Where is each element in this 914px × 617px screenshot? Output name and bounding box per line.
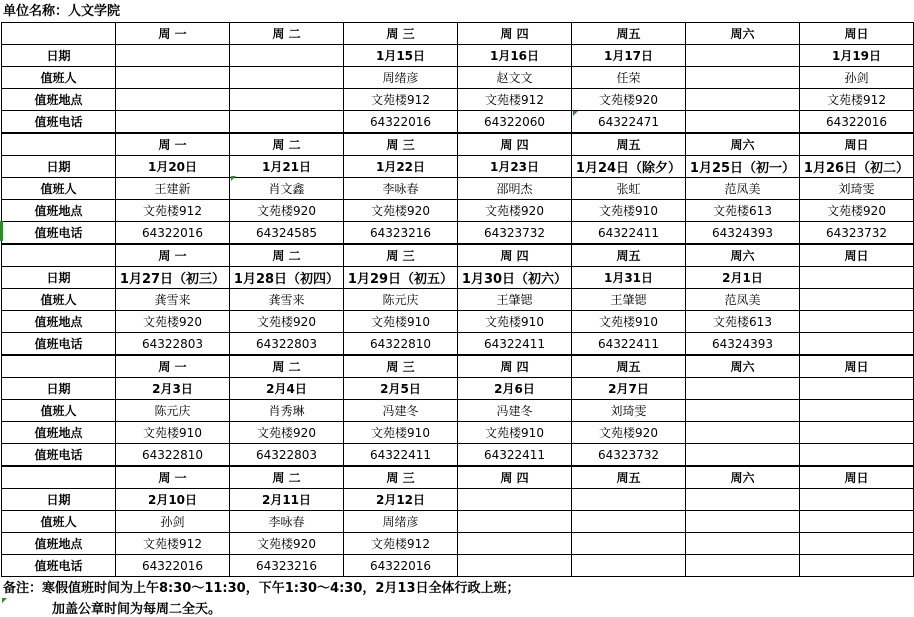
weekday-header: 周日 <box>800 244 914 267</box>
duty-phone: 64322810 <box>344 333 458 356</box>
schedule-row <box>2 378 914 400</box>
duty-person: 冯建冬 <box>344 400 458 422</box>
weekday-header: 周 三 <box>344 133 458 156</box>
weekday-header: 周 四 <box>458 466 572 489</box>
duty-date <box>800 267 914 289</box>
duty-date: 1月26日（初二） <box>800 156 914 178</box>
week-header-row <box>2 355 914 378</box>
duty-person: 任荣 <box>572 67 686 89</box>
duty-phone: 64322411 <box>572 333 686 356</box>
remark-line-1: 备注：寒假值班时间为上午8:30～11:30，下午1:30～4:30，2月13日全体行政上班； <box>3 581 520 596</box>
duty-date: 1月23日 <box>458 156 572 178</box>
weekday-header: 周 四 <box>458 23 572 45</box>
duty-date: 1月22日 <box>344 156 458 178</box>
duty-location: 文苑楼910 <box>458 422 572 444</box>
duty-person: 陈元庆 <box>116 400 230 422</box>
duty-phone: 64322411 <box>572 222 686 245</box>
duty-person: 肖文鑫 <box>230 178 344 200</box>
duty-location: 文苑楼613 <box>686 311 800 333</box>
weekday-header: 周 一 <box>116 23 230 45</box>
weekday-header: 周 三 <box>344 355 458 378</box>
row-label: 日期 <box>2 45 116 67</box>
duty-person: 王肇锶 <box>458 289 572 311</box>
duty-date: 1月20日 <box>116 156 230 178</box>
weekday-header: 周 二 <box>230 244 344 267</box>
row-label: 值班人 <box>2 289 116 311</box>
duty-person: 赵文文 <box>458 67 572 89</box>
duty-person <box>800 511 914 533</box>
schedule-row <box>2 311 914 333</box>
schedule-row <box>2 289 914 311</box>
duty-location <box>458 533 572 555</box>
row-label: 值班地点 <box>2 311 116 333</box>
duty-location <box>686 89 800 111</box>
duty-phone: 64324585 <box>230 222 344 245</box>
schedule-row <box>2 200 914 222</box>
weekday-header: 周六 <box>686 355 800 378</box>
cell-marker <box>573 111 578 116</box>
schedule-row <box>2 178 914 200</box>
duty-location: 文苑楼910 <box>572 200 686 222</box>
duty-location: 文苑楼912 <box>344 89 458 111</box>
duty-location <box>686 533 800 555</box>
row-marker <box>0 221 3 241</box>
weekday-header: 周日 <box>800 23 914 45</box>
schedule-row <box>2 444 914 467</box>
duty-phone <box>800 333 914 356</box>
row-label: 值班地点 <box>2 89 116 111</box>
duty-location: 文苑楼912 <box>458 89 572 111</box>
row-label: 值班人 <box>2 178 116 200</box>
duty-date: 1月15日 <box>344 45 458 67</box>
row-label: 值班地点 <box>2 422 116 444</box>
weekday-header: 周六 <box>686 244 800 267</box>
duty-date: 2月5日 <box>344 378 458 400</box>
duty-person <box>572 511 686 533</box>
weekday-header: 周 二 <box>230 23 344 45</box>
row-label: 值班电话 <box>2 444 116 467</box>
duty-location: 文苑楼920 <box>344 200 458 222</box>
duty-schedule-table <box>1 22 914 577</box>
weekday-header: 周五 <box>572 355 686 378</box>
duty-person <box>686 511 800 533</box>
row-label: 值班地点 <box>2 200 116 222</box>
duty-person: 周绪彦 <box>344 511 458 533</box>
duty-date: 2月12日 <box>344 489 458 511</box>
duty-location: 文苑楼920 <box>116 311 230 333</box>
schedule-row <box>2 400 914 422</box>
duty-date: 1月30日（初六） <box>458 267 572 289</box>
duty-location: 文苑楼920 <box>800 200 914 222</box>
corner-cell <box>2 244 116 267</box>
row-label: 日期 <box>2 489 116 511</box>
weekday-header: 周 四 <box>458 355 572 378</box>
duty-person <box>116 67 230 89</box>
weekday-header: 周 二 <box>230 133 344 156</box>
duty-date: 2月7日 <box>572 378 686 400</box>
weekday-header: 周六 <box>686 466 800 489</box>
schedule-row <box>2 489 914 511</box>
duty-phone <box>800 555 914 577</box>
row-label: 值班地点 <box>2 533 116 555</box>
duty-phone <box>686 444 800 467</box>
weekday-header: 周五 <box>572 23 686 45</box>
remark-line-2: 加盖公章时间为每周二全天。 <box>52 602 222 617</box>
weekday-header: 周 三 <box>344 244 458 267</box>
week-header-row <box>2 23 914 45</box>
duty-location: 文苑楼910 <box>344 311 458 333</box>
row-label: 日期 <box>2 267 116 289</box>
row-label: 值班人 <box>2 511 116 533</box>
duty-person: 范凤美 <box>686 178 800 200</box>
duty-person <box>458 511 572 533</box>
duty-person <box>230 67 344 89</box>
duty-location: 文苑楼613 <box>686 200 800 222</box>
duty-location: 文苑楼910 <box>344 422 458 444</box>
duty-phone <box>572 555 686 577</box>
schedule-row <box>2 333 914 356</box>
row-label: 值班电话 <box>2 222 116 245</box>
duty-phone: 64323216 <box>344 222 458 245</box>
duty-person: 李咏春 <box>344 178 458 200</box>
schedule-row <box>2 67 914 89</box>
duty-phone: 64322016 <box>116 222 230 245</box>
corner-cell <box>2 466 116 489</box>
duty-person: 张虹 <box>572 178 686 200</box>
duty-date <box>572 489 686 511</box>
duty-person: 龚雪来 <box>116 289 230 311</box>
row-label: 值班电话 <box>2 111 116 134</box>
duty-phone: 64324393 <box>686 333 800 356</box>
duty-date <box>458 489 572 511</box>
schedule-row <box>2 156 914 178</box>
row-label: 日期 <box>2 378 116 400</box>
duty-location <box>116 89 230 111</box>
duty-location: 文苑楼912 <box>116 533 230 555</box>
schedule-row <box>2 89 914 111</box>
duty-person: 孙剑 <box>116 511 230 533</box>
duty-phone: 64322803 <box>116 333 230 356</box>
duty-date: 1月17日 <box>572 45 686 67</box>
duty-date <box>116 45 230 67</box>
duty-person: 刘琦雯 <box>572 400 686 422</box>
duty-date <box>800 489 914 511</box>
duty-date: 1月24日（除夕） <box>572 156 686 178</box>
duty-person <box>686 67 800 89</box>
duty-phone: 64322016 <box>800 111 914 134</box>
schedule-row <box>2 267 914 289</box>
row-label: 值班电话 <box>2 555 116 577</box>
schedule-row <box>2 533 914 555</box>
duty-location: 文苑楼920 <box>230 311 344 333</box>
duty-person: 孙剑 <box>800 67 914 89</box>
weekday-header: 周 一 <box>116 355 230 378</box>
duty-date: 1月29日（初五） <box>344 267 458 289</box>
duty-phone <box>800 444 914 467</box>
duty-date: 1月25日（初一） <box>686 156 800 178</box>
duty-phone <box>116 111 230 134</box>
duty-person <box>800 289 914 311</box>
duty-person: 肖秀琳 <box>230 400 344 422</box>
weekday-header: 周五 <box>572 133 686 156</box>
duty-location: 文苑楼910 <box>458 311 572 333</box>
duty-date: 1月21日 <box>230 156 344 178</box>
duty-person: 陈元庆 <box>344 289 458 311</box>
row-label: 值班人 <box>2 400 116 422</box>
duty-location: 文苑楼920 <box>458 200 572 222</box>
weekday-header: 周 二 <box>230 355 344 378</box>
duty-phone: 64322411 <box>458 333 572 356</box>
corner-cell <box>2 355 116 378</box>
duty-date: 1月16日 <box>458 45 572 67</box>
week-header-row <box>2 466 914 489</box>
duty-person <box>800 400 914 422</box>
duty-phone: 64322803 <box>230 333 344 356</box>
duty-phone <box>686 111 800 134</box>
duty-location: 文苑楼912 <box>344 533 458 555</box>
duty-date: 2月3日 <box>116 378 230 400</box>
weekday-header: 周日 <box>800 133 914 156</box>
weekday-header: 周五 <box>572 466 686 489</box>
duty-phone: 64323732 <box>572 444 686 467</box>
duty-location: 文苑楼920 <box>230 422 344 444</box>
weekday-header: 周 一 <box>116 244 230 267</box>
duty-phone: 64323216 <box>230 555 344 577</box>
duty-date: 2月1日 <box>686 267 800 289</box>
weekday-header: 周日 <box>800 355 914 378</box>
duty-person: 范凤美 <box>686 289 800 311</box>
schedule-row <box>2 422 914 444</box>
weekday-header: 周 二 <box>230 466 344 489</box>
duty-location: 文苑楼920 <box>572 89 686 111</box>
duty-phone <box>686 555 800 577</box>
duty-person: 李咏春 <box>230 511 344 533</box>
duty-date: 1月27日（初三） <box>116 267 230 289</box>
duty-person: 龚雪来 <box>230 289 344 311</box>
duty-phone: 64322803 <box>230 444 344 467</box>
duty-location: 文苑楼920 <box>230 533 344 555</box>
duty-date: 1月31日 <box>572 267 686 289</box>
duty-date: 1月19日 <box>800 45 914 67</box>
duty-phone: 64322016 <box>344 111 458 134</box>
duty-phone: 64323732 <box>458 222 572 245</box>
duty-person <box>686 400 800 422</box>
weekday-header: 周六 <box>686 23 800 45</box>
duty-location <box>800 311 914 333</box>
duty-date: 1月28日（初四） <box>230 267 344 289</box>
duty-person: 冯建冬 <box>458 400 572 422</box>
duty-phone: 64322411 <box>458 444 572 467</box>
duty-location <box>686 422 800 444</box>
duty-phone: 64323732 <box>800 222 914 245</box>
duty-date <box>800 378 914 400</box>
duty-location <box>800 533 914 555</box>
week-header-row <box>2 244 914 267</box>
weekday-header: 周 三 <box>344 466 458 489</box>
weekday-header: 周六 <box>686 133 800 156</box>
schedule-row <box>2 45 914 67</box>
duty-date <box>230 45 344 67</box>
schedule-row <box>2 555 914 577</box>
weekday-header: 周五 <box>572 244 686 267</box>
duty-location: 文苑楼910 <box>572 311 686 333</box>
duty-phone: 64322016 <box>116 555 230 577</box>
weekday-header: 周 三 <box>344 23 458 45</box>
schedule-row <box>2 222 914 245</box>
corner-cell <box>2 23 116 45</box>
week-header-row <box>2 133 914 156</box>
duty-location: 文苑楼912 <box>116 200 230 222</box>
row-label: 值班人 <box>2 67 116 89</box>
duty-location <box>572 533 686 555</box>
duty-phone: 64322060 <box>458 111 572 134</box>
weekday-header: 周 四 <box>458 133 572 156</box>
weekday-header: 周日 <box>800 466 914 489</box>
duty-phone <box>230 111 344 134</box>
duty-person: 王建新 <box>116 178 230 200</box>
duty-location <box>800 422 914 444</box>
duty-location: 文苑楼910 <box>116 422 230 444</box>
duty-date: 2月11日 <box>230 489 344 511</box>
cell-marker <box>231 176 236 181</box>
duty-person: 刘琦雯 <box>800 178 914 200</box>
duty-location <box>230 89 344 111</box>
duty-location: 文苑楼920 <box>572 422 686 444</box>
duty-phone <box>458 555 572 577</box>
duty-phone: 64322016 <box>344 555 458 577</box>
duty-date <box>686 489 800 511</box>
duty-phone: 64322411 <box>344 444 458 467</box>
duty-date: 2月6日 <box>458 378 572 400</box>
duty-person: 王肇锶 <box>572 289 686 311</box>
weekday-header: 周 一 <box>116 133 230 156</box>
schedule-row <box>2 111 914 134</box>
duty-phone: 64322471 <box>572 111 686 134</box>
duty-location: 文苑楼920 <box>230 200 344 222</box>
duty-person: 周绪彦 <box>344 67 458 89</box>
weekday-header: 周 四 <box>458 244 572 267</box>
cell-marker <box>2 598 7 603</box>
duty-date: 2月10日 <box>116 489 230 511</box>
unit-name: 单位名称：人文学院 <box>3 4 121 19</box>
duty-date <box>686 45 800 67</box>
schedule-row <box>2 511 914 533</box>
weekday-header: 周 一 <box>116 466 230 489</box>
duty-phone: 64324393 <box>686 222 800 245</box>
row-label: 日期 <box>2 156 116 178</box>
duty-date <box>686 378 800 400</box>
duty-person: 邵明杰 <box>458 178 572 200</box>
row-label: 值班电话 <box>2 333 116 356</box>
duty-phone: 64322810 <box>116 444 230 467</box>
duty-date: 2月4日 <box>230 378 344 400</box>
corner-cell <box>2 133 116 156</box>
duty-location: 文苑楼912 <box>800 89 914 111</box>
